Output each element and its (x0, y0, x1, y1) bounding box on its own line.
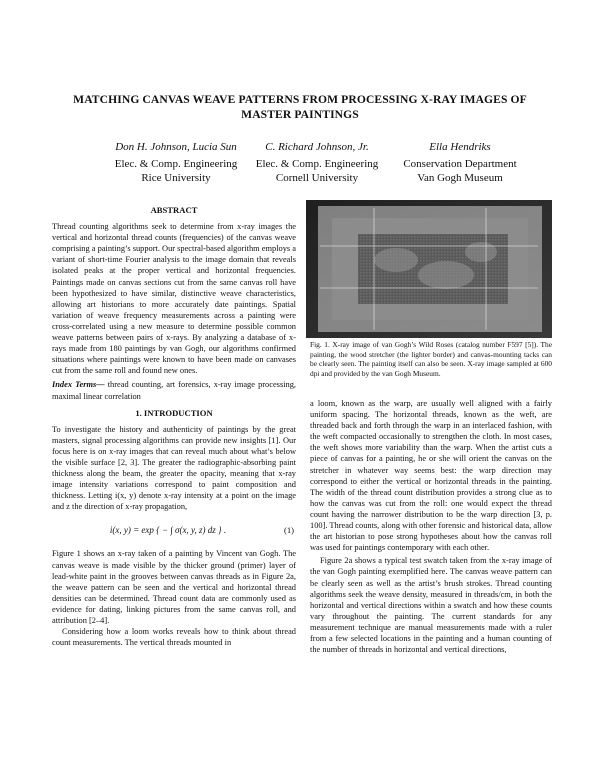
abstract-text: Thread counting algorithms seek to determine from x-ray images the vertical and horizontal thread counts (frequencies) of the canvas weave comprising a painting’s support. Our spectral-based algorithm employs a variant of short-time Fourier analysis to the image domain that reveals isolated peaks at the proper vertical and horizontal frequencies. Paintings made on canvas sections cut from the same canvas roll have been hypothesized to have similar, distinctive weave characteristics, allowing art historians to more accurately date paintings. Spatial variation of weave frequency measurements across a painting were cross-correlated using a new measure to determine possible common weave patterns between pairs of x-rays. By analyzing a database of x-rays made from 180 paintings by van Gogh, our algorithms confirmed situations where paintings were known to have been made on canvases cut from the same roll and found new ones. (52, 222, 296, 376)
author-names: Ella Hendriks (429, 141, 491, 153)
intro-heading: 1. INTRODUCTION (135, 407, 213, 418)
paper-title (60, 92, 540, 122)
xray-image (306, 200, 552, 338)
index-terms (52, 379, 296, 401)
left-column (52, 202, 296, 648)
author-names: C. Richard Johnson, Jr. (265, 141, 369, 153)
author-inst: Cornell University (275, 172, 359, 184)
equation-number: (1) (283, 524, 294, 535)
title-line-1: MATCHING CANVAS WEAVE PATTERNS FROM PROCESSING X-RAY IMAGES OF (73, 93, 527, 106)
author-dept: Elec. & Comp. Engineering (255, 158, 379, 170)
figure-1-caption: Fig. 1. X-ray image of van Gogh’s Wild Roses (catalog number F597 [5]). The painting, the wood stretcher (the lighter border) and canvas-mounting tacks can be clearly seen. The painting itself can also be seen. X-ray image sampled at 600 dpi and provided by the van Gogh Museum. (310, 340, 552, 378)
author-dept: Conservation Department (403, 158, 517, 170)
intro-paragraph-1: To investigate the history and authenticity of paintings by the great masters, signal processing algorithms can provide new insights [1]. Our focus here is on x-ray images that can reveal much about what’s below the visible surface [2, 3]. The greater the radiographic-absorbing paint thickness along the beam, the greater the opacity, meaning that x-ray image intensity variations correspond to paint composition and thickness. Letting i(x, y) denote x-ray intensity at a point on the image and z the direction of x-ray propagation, (52, 424, 296, 512)
figure-1-xray-image (306, 200, 552, 338)
index-terms-label: Index Terms— (52, 380, 105, 390)
author-names: Don H. Johnson, Lucia Sun (115, 141, 237, 153)
author-block-3 (380, 140, 540, 185)
intro-paragraph-3: Considering how a loom works reveals how to think about thread count measurements. The vertical threads mounted in (52, 627, 296, 648)
right-paragraph-2: Figure 2a shows a typical test swatch taken from the x-ray image of the van Gogh painting exemplified here. The canvas weave pattern can be clearly seen as well as the artist’s brush strokes. Thread counting algorithms seek the weave density, measured in threads/cm, in both the horizontal and vertical directions within a swatch and how these counts vary throughout the painting. The current standards for any measurement technique are manual measurements made with a ruler from a few selected locations in the painting and a human counting of the number of threads in horizontal and vertical directions, (310, 556, 552, 655)
author-inst: Rice University (141, 172, 211, 184)
equation-body: i(x, y) = exp { − ∫ σ(x, y, z) dz } . (109, 524, 227, 535)
index-terms-text: thread counting, art forensics, x-ray image processing, maximal linear correlation (52, 380, 296, 401)
author-inst: Van Gogh Museum (417, 172, 503, 184)
intro-paragraph-2: Figure 1 shows an x-ray taken of a painting by Vincent van Gogh. The canvas weave is made visible by the thicker ground (primer) layer of lead-white paint in the grooves between canvas threads as in Figure 2a, the weave pattern can be seen and the vertical and horizontal thread densities can be determined. Thread count data are commonly used as evidence for dating, linking pictures from the same canvas roll, and attribution [2–4]. (52, 549, 296, 625)
author-dept: Elec. & Comp. Engineering (114, 158, 238, 170)
abstract-heading: ABSTRACT (150, 205, 198, 215)
right-paragraph-1: a loom, known as the warp, are usually well aligned with a fairly uniform spacing. The horizontal threads, known as the weft, are threaded back and forth through the warp in an interlaced fashion, with the weft compacted occasionally to strengthen the cloth. In most cases, the weft shows more variability than the warp. When the artist cuts a piece of canvas for a painting, he or she will orient the canvas on the stretcher in whatever way seems best: the warp direction may correspond to either the vertical or horizontal threads in the painting. The width of the thread count distribution provides a strong clue as to how the canvas was cut from the roll: one would expect the thread count having the narrower distribution to be the warp direction [3, p. 100]. Thread counts, along with other forensic and historical data, allow the art historian to pose strong hypotheses about how the canvas roll was used for paintings contemporary with each other. (310, 399, 552, 553)
equation-1 (52, 517, 296, 543)
title-line-2: MASTER PAINTINGS (241, 108, 359, 121)
right-column (310, 398, 552, 655)
author-block-2 (238, 140, 396, 185)
